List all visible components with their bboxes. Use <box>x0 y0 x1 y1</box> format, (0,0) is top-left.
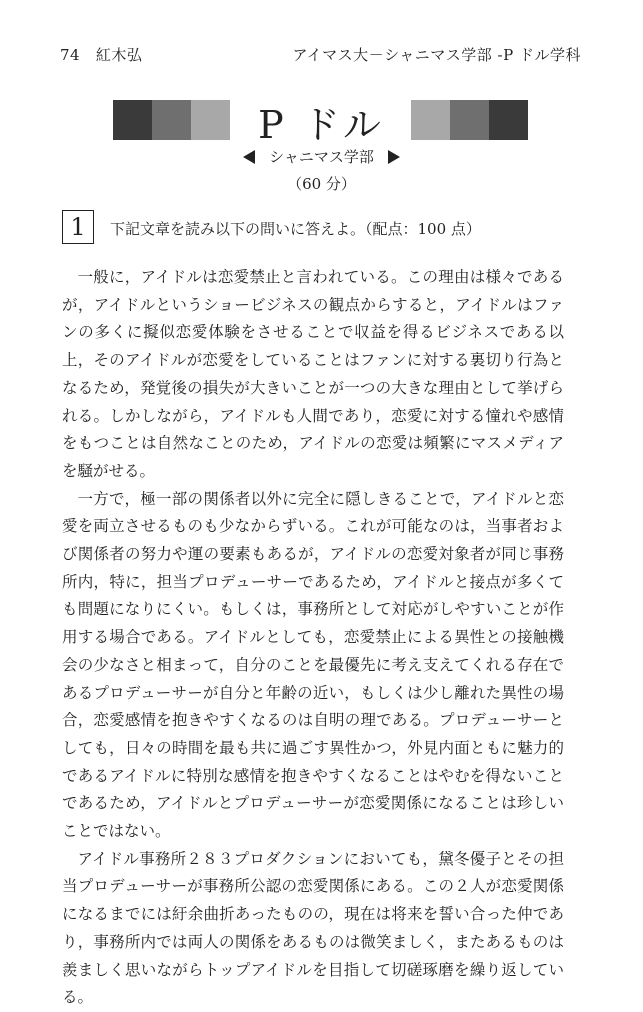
question-number: 1 <box>62 210 94 244</box>
left-bars <box>113 100 230 140</box>
bar-dark <box>113 100 152 140</box>
page-number: 74 <box>60 46 81 64</box>
bar-mid <box>450 100 489 140</box>
page-author-block <box>60 44 142 65</box>
triangle-right-icon <box>388 150 400 164</box>
exam-time: （60 分） <box>287 175 356 193</box>
right-bars <box>411 100 528 140</box>
bar-light <box>411 100 450 140</box>
department-row <box>0 146 643 167</box>
author-name: 紅木弘 <box>95 46 143 64</box>
bar-light <box>191 100 230 140</box>
question-instruction: 下記文章を読み以下の問いに答えよ。（配点：100 点） <box>110 220 481 238</box>
paragraph: 一般に，アイドルは恋愛禁止と言われている。この理由は様々であるが，アイドルというショービジネスの観点からすると，アイドルはファンの多くに擬似恋愛体験をさせることで収益を得るビジネスである以上，そのアイドルが恋愛をしていることはファンに対する裏切り行為となるため，発覚後の損失が大きいことが一つの大きな理由として挙げられる。しかしながら，アイドルも人間であり，恋愛に対する憧れや感情をもつことは自然なことのため，アイドルの恋愛は頻繁にマスメディアを騒がせる。 <box>62 268 564 480</box>
paragraph: 一方で，極一部の関係者以外に完全に隠しきることで，アイドルと恋愛を両立させるものも少なからずいる。これが可能なのは，当事者および関係者の努力や運の要素もあるが，アイドルの恋愛対象者が同じ事務所内，特に，担当プロデューサーであるため，アイドルと接点が多くても問題になりにくい。もしくは，事務所として対応がしやすいことが作用する場合である。アイドルとしても，恋愛禁止による異性との接触機会の少なさと相まって，自分のことを最優先に考え支えてくれる存在であるプロデューサーが自分と年齢の近い，もしくは少し離れた異性の場合，恋愛感情を抱きやすくなるのは自明の理である。プロデューサーとしても，日々の時間を最も共に過ごす異性かつ，外見内面ともに魅力的であるアイドルに特別な感情を抱きやすくなることはやむを得ないことであるため，アイドルとプロデューサーが恋愛関係になることは珍しいことではない。 <box>62 489 564 841</box>
title-banner <box>0 100 643 147</box>
running-title: アイマス大－シャニマス学部 -P ドル学科 <box>292 46 581 64</box>
bar-mid <box>152 100 191 140</box>
triangle-left-icon <box>243 150 255 164</box>
department-name: シャニマス学部 <box>269 148 374 166</box>
exam-title: P ドル <box>258 103 384 147</box>
page-header <box>60 44 581 65</box>
bar-dark <box>489 100 528 140</box>
paragraph: アイドル事務所２８３プロダクションにおいても，黛冬優子とその担当プロデューサーが事務所公認の恋愛関係にある。この２人が恋愛関係になるまでには紆余曲折あったものの，現在は将来を誓い合った仲であり，事務所内では両人の関係をあるものは微笑ましく，またあるものは羨ましく思いながらトップアイドルを目指して切磋琢磨を繰り返している。 <box>62 849 564 1007</box>
